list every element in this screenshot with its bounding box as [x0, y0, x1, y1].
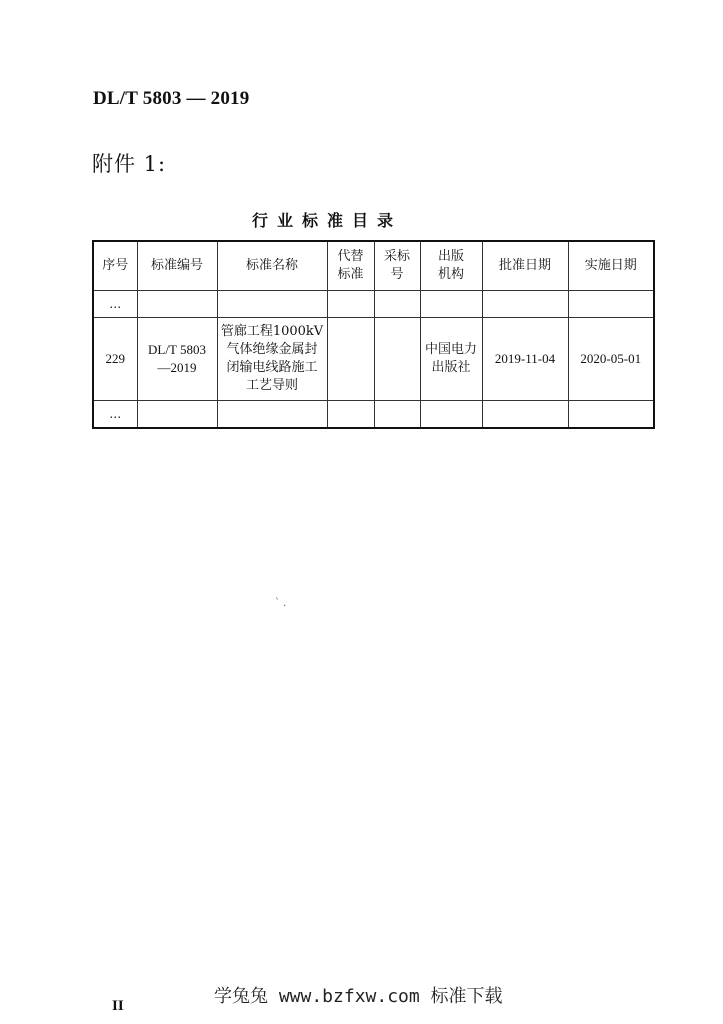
cell-replaces [327, 401, 374, 429]
column-header-name: 标准名称 [217, 241, 327, 291]
cell-approval-date [482, 291, 568, 318]
column-header-effective-date: 实施日期 [568, 241, 654, 291]
cell-approval-date: 2019-11-04 [482, 318, 568, 401]
cell-seq: … [93, 291, 137, 318]
page-number: II [112, 998, 124, 1014]
cell-replaces [327, 291, 374, 318]
table-row [93, 291, 654, 318]
table-header-row [93, 241, 654, 291]
column-header-code: 标准编号 [137, 241, 217, 291]
cell-publisher [420, 401, 482, 429]
cell-seq: … [93, 401, 137, 429]
cell-name: 管廊工程1000kV 气体绝缘金属封 闭输电线路施工 工艺导则 [217, 318, 327, 401]
cell-effective-date [568, 401, 654, 429]
cell-publisher [420, 291, 482, 318]
column-header-replaces: 代替 标准 [327, 241, 374, 291]
cell-effective-date [568, 291, 654, 318]
cell-approval-date [482, 401, 568, 429]
cell-code [137, 401, 217, 429]
cell-name [217, 401, 327, 429]
standard-code-header: DL/T 5803 — 2019 [93, 88, 250, 109]
cell-adopted [374, 401, 420, 429]
cell-code: DL/T 5803 —2019 [137, 318, 217, 401]
column-header-publisher: 出版 机构 [420, 241, 482, 291]
standards-catalog-table [92, 240, 655, 429]
cell-seq: 229 [93, 318, 137, 401]
catalog-title: 行业标准目录 [252, 211, 403, 230]
stray-mark: ` . [275, 598, 287, 609]
table-row [93, 401, 654, 429]
cell-code [137, 291, 217, 318]
column-header-approval-date: 批准日期 [482, 241, 568, 291]
cell-adopted [374, 291, 420, 318]
column-header-seq: 序号 [93, 241, 137, 291]
table-row [93, 318, 654, 401]
watermark-footer: 学兔兔 www.bzfxw.com 标准下载 [214, 986, 503, 1007]
cell-publisher: 中国电力 出版社 [420, 318, 482, 401]
column-header-adopted: 采标 号 [374, 241, 420, 291]
cell-adopted [374, 318, 420, 401]
attachment-label: 附件 1: [92, 152, 167, 176]
cell-effective-date: 2020-05-01 [568, 318, 654, 401]
cell-name [217, 291, 327, 318]
cell-replaces [327, 318, 374, 401]
